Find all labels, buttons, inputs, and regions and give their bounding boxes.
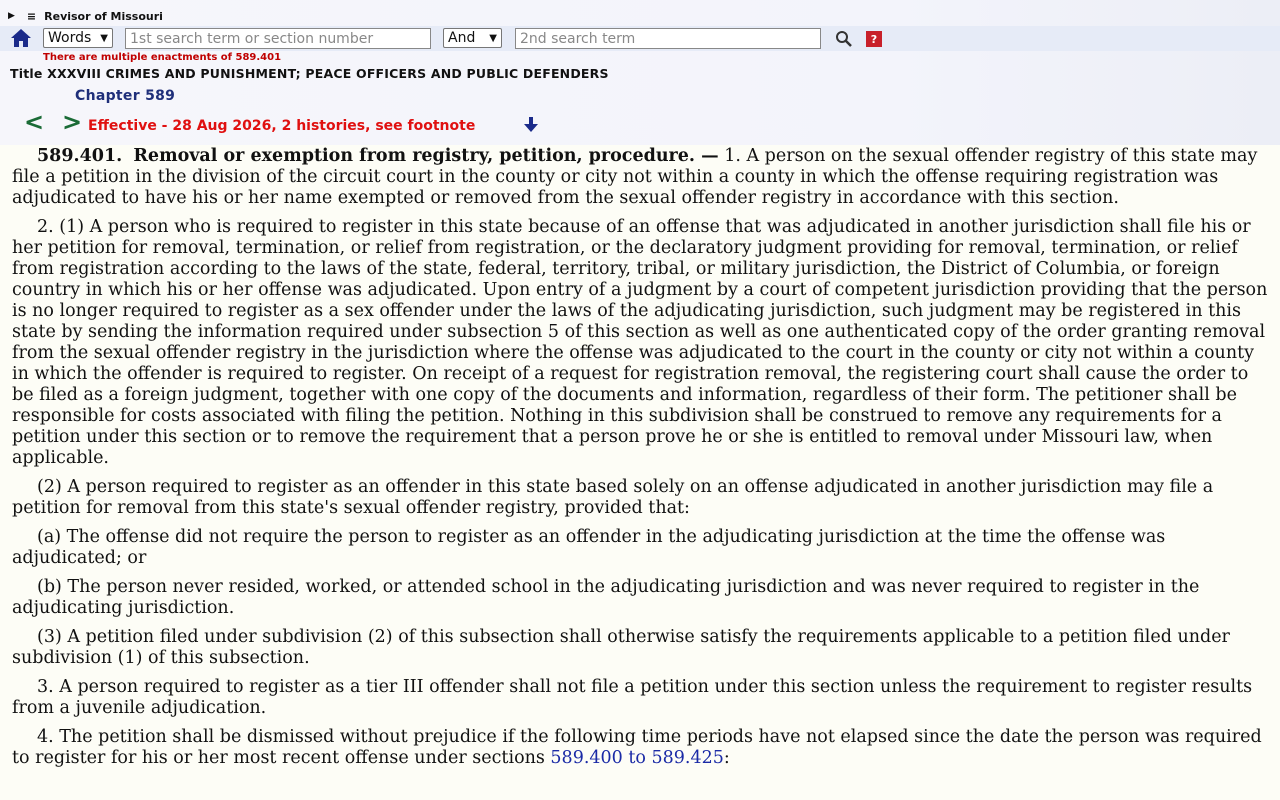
home-icon[interactable] bbox=[10, 28, 32, 48]
search-mode-select[interactable] bbox=[43, 28, 113, 48]
section-paragraph bbox=[12, 146, 1268, 209]
section-paragraph: 2. (1) A person who is required to register in this state because of an offense that was adjudicated in another jurisdiction shall file his or her petition for removal, termination, or relief from registration, or the declaratory judgment providing for removal, termination, or relief from registration according to the laws of the state, federal, territory, tribal, or military jurisdiction, the District of Columbia, or foreign country in which his or her offense was adjudicated. Upon entry of a judgment by a court of competent jurisdiction providing that the person is no longer required to register as a sex offender under the laws of the adjudicating jurisdiction, such judgment may be registered in this state by sending the information required under subsection 5 of this section as well as one authenticated copy of the order granting removal from the sexual offender registry in the jurisdiction where the offense was adjudicated to the court in the county or city not within a county in which the offender is required to register. On receipt of a request for registration removal, the registering court shall cause the order to be filed as a foreign judgment, together with one copy of the documents and information, regardless of their form. The petitioner shall be responsible for costs associated with filing the petition. Nothing in this subdivision shall be construed to remove any requirements for a petition under this section or to remove the requirement that a person prove he or she is entitled to removal under Missouri law, when applicable. bbox=[12, 217, 1268, 468]
section-heading: Removal or exemption from registry, petition, procedure. — bbox=[133, 146, 719, 166]
next-section-button[interactable]: > bbox=[62, 108, 83, 136]
hamburger-icon[interactable]: ≡ bbox=[26, 9, 37, 23]
previous-section-button[interactable]: < bbox=[24, 108, 45, 136]
chapter-link[interactable]: Chapter 589 bbox=[75, 88, 176, 104]
help-icon: ? bbox=[870, 32, 878, 46]
triangle-right-icon[interactable]: ▶ bbox=[8, 11, 15, 21]
section-paragraph: (2) A person required to register as an offender in this state based solely on an offense adjudicated in another jurisdiction may file a petition for removal from this state's sexual offender registry, provided that: bbox=[12, 477, 1214, 518]
second-search-input[interactable] bbox=[515, 28, 821, 49]
section-number: 589.401. bbox=[37, 146, 123, 166]
section-range-link[interactable]: 589.400 to 589.425 bbox=[550, 748, 724, 768]
section-paragraph: 3. A person required to register as a tier III offender shall not file a petition under this section unless the requirement to register results from a juvenile adjudication. bbox=[12, 677, 1253, 718]
section-paragraph bbox=[12, 727, 1268, 769]
paragraph-text: 1. A person on the sexual offender registry of this state may file a petition in the division of the circuit court in the county or city not within a county in which the offense requiring registration was adjudicated to have his or her name exempted or removed from the sexual offender registry in accordance with this section. bbox=[12, 146, 1258, 208]
section-text bbox=[12, 146, 1268, 777]
chevron-down-icon: ▼ bbox=[489, 32, 497, 44]
first-search-input[interactable] bbox=[125, 28, 431, 49]
title-heading: Title XXXVIII CRIMES AND PUNISHMENT; PEACE OFFICERS AND PUBLIC DEFENDERS bbox=[10, 66, 609, 81]
search-mode-value: Words bbox=[48, 30, 92, 46]
search-icon[interactable] bbox=[835, 30, 853, 48]
section-paragraph: (3) A petition filed under subdivision (2) of this subsection shall otherwise satisfy the requirements applicable to a petition filed under subdivision (1) of this subsection. bbox=[12, 627, 1230, 668]
multiple-enactments-notice: There are multiple enactments of 589.401 bbox=[43, 52, 282, 63]
effective-date: Effective - 28 Aug 2026, 2 histories, see footnote bbox=[88, 118, 476, 134]
arrow-down-icon[interactable] bbox=[522, 116, 540, 134]
operator-select[interactable] bbox=[443, 28, 502, 48]
help-button[interactable] bbox=[866, 31, 882, 47]
site-bar bbox=[8, 8, 163, 24]
operator-value: And bbox=[448, 30, 476, 46]
paragraph-text: : bbox=[723, 748, 730, 768]
section-paragraph: (a) The offense did not require the person to register as an offender in the adjudicating jurisdiction at the time the offense was adjudicated; or bbox=[12, 527, 1166, 568]
chevron-down-icon: ▼ bbox=[100, 32, 108, 44]
paragraph-text: 4. The petition shall be dismissed without prejudice if the following time periods have not elapsed since the date the person was required to register for his or her most recent offense under sections bbox=[12, 727, 1262, 768]
section-paragraph: (b) The person never resided, worked, or attended school in the adjudicating jurisdiction and was never required to register in the adjudicating jurisdiction. bbox=[12, 577, 1200, 618]
site-name: Revisor of Missouri bbox=[44, 9, 163, 23]
